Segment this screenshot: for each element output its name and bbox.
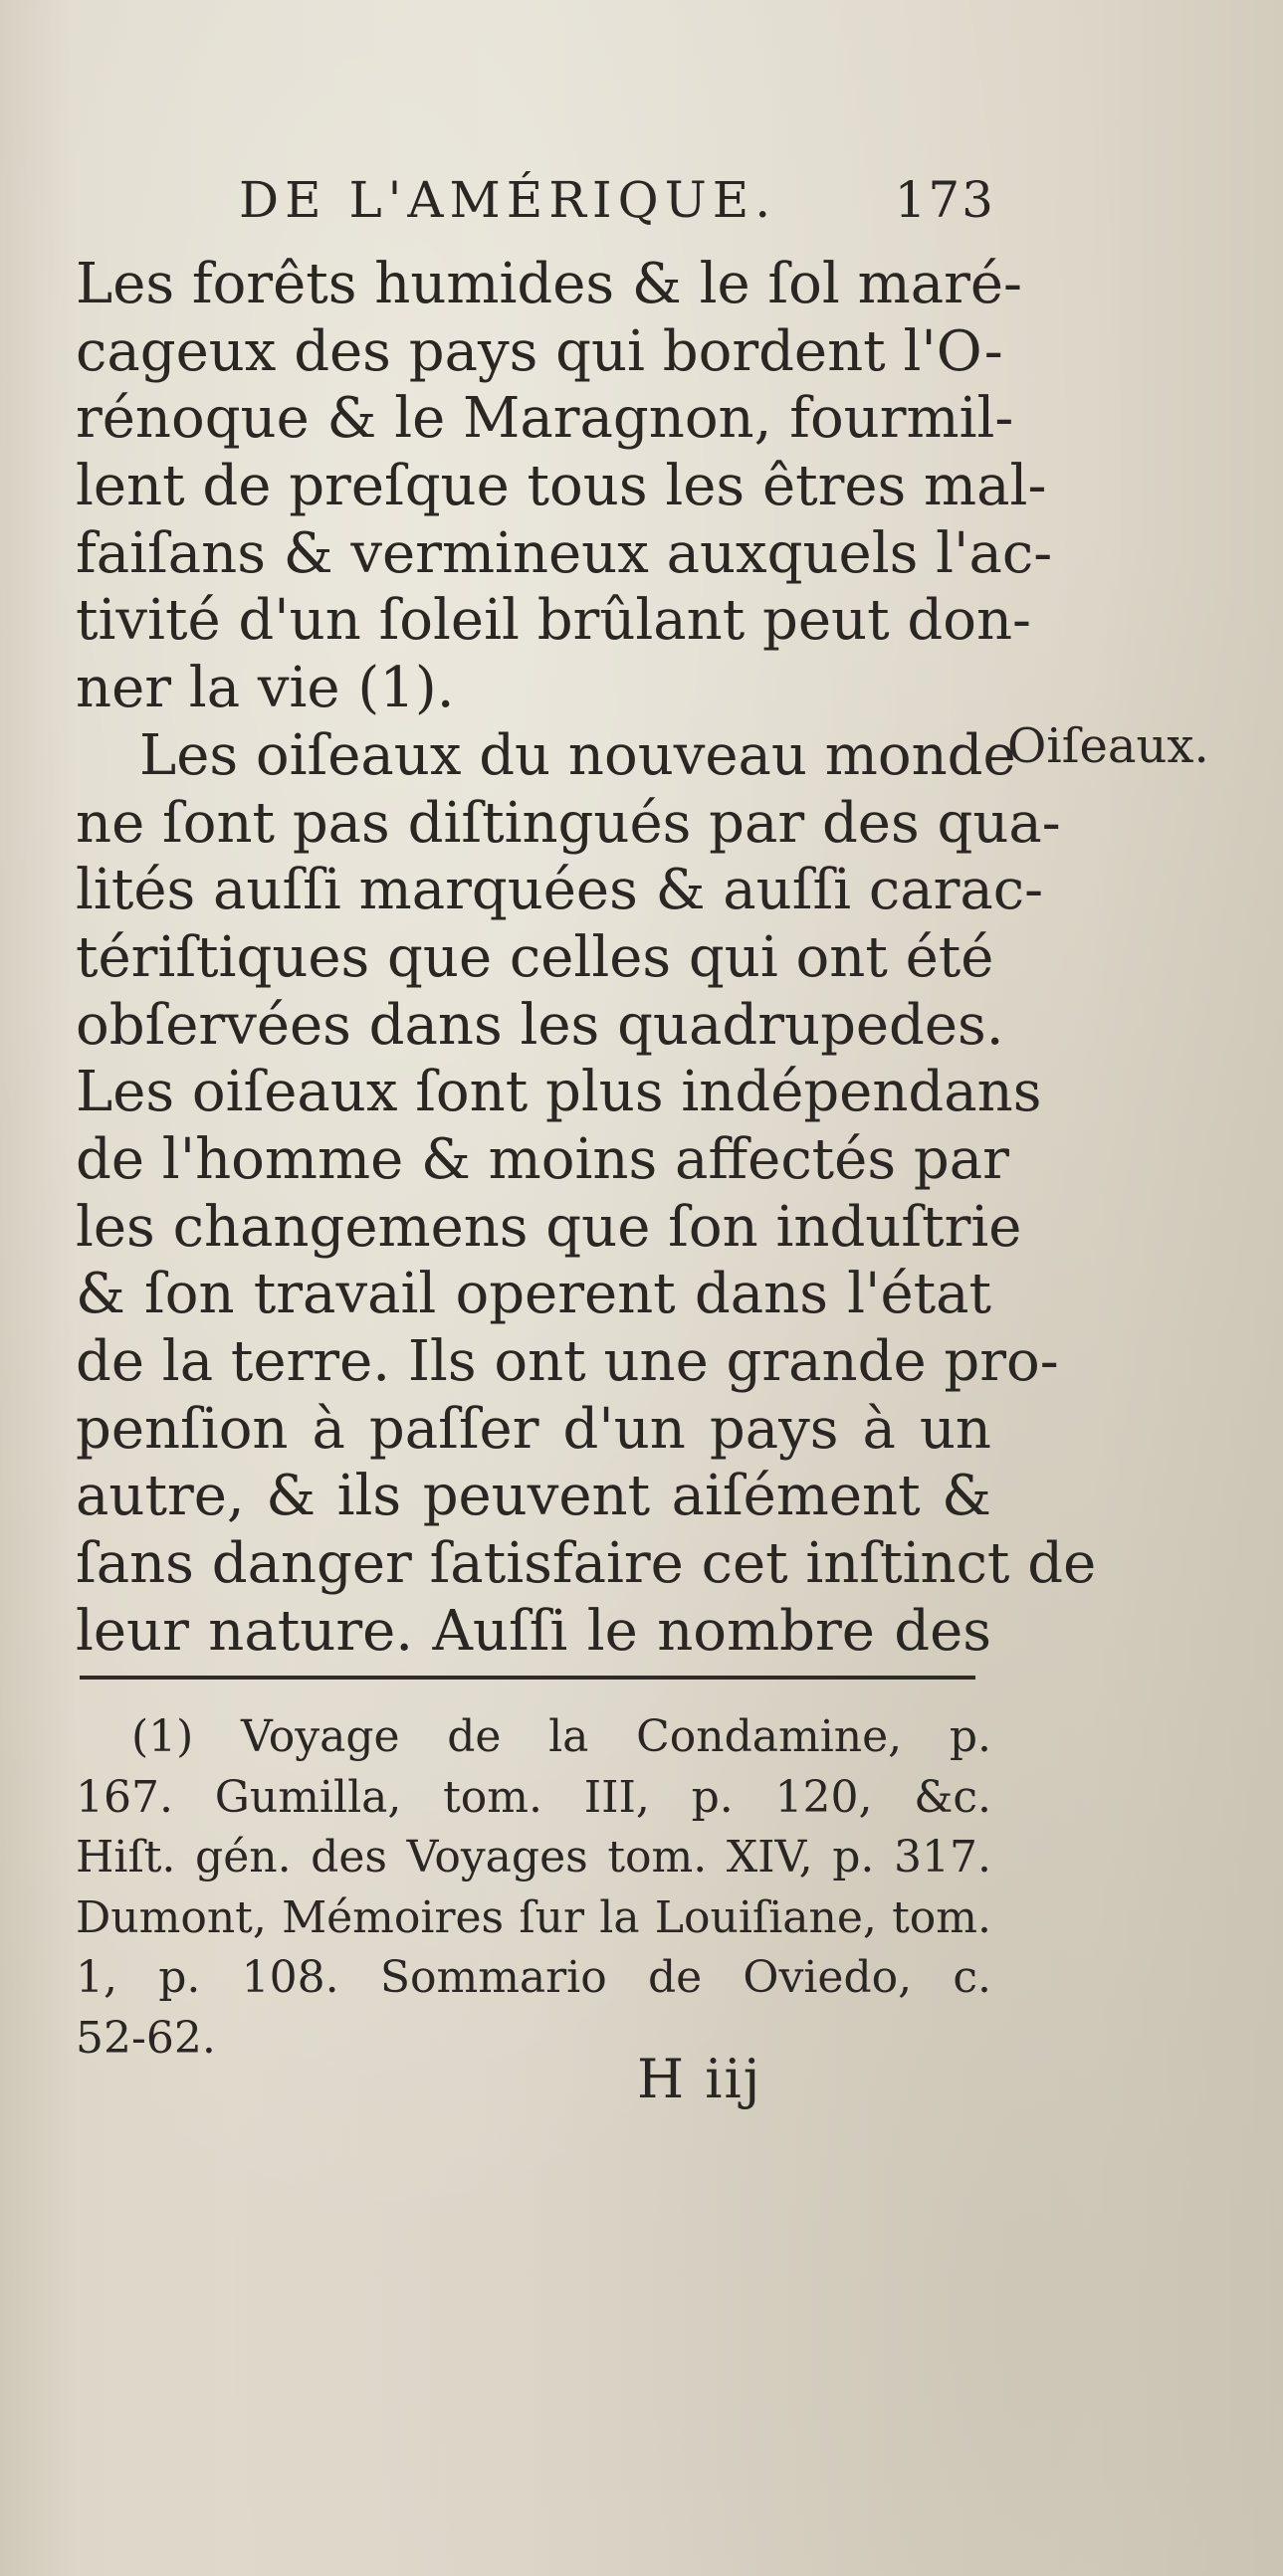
running-head-title: DE L'AMÉRIQUE.	[239, 171, 777, 229]
text-line: obſervées dans les quadrupedes.	[76, 992, 1004, 1058]
footnote-rule	[80, 1676, 975, 1680]
footnote-line: 167. Gumilla, tom. III, p. 120, &c.	[76, 1771, 991, 1823]
text-line: lent de preſque tous les êtres mal-	[76, 454, 1047, 519]
text-line: leur nature. Auſſi le nombre des	[76, 1598, 991, 1664]
text-line: autre, & ils peuvent aiſément &	[76, 1464, 991, 1529]
margin-note: Oiſeaux.	[1007, 718, 1209, 774]
text-line: rénoque & le Maragnon, fourmil-	[76, 386, 1014, 452]
text-line: de la terre. Ils ont une grande pro-	[76, 1329, 1059, 1394]
text-line: tériſtiques que celles qui ont été	[76, 924, 994, 990]
text-line: de l'homme & moins affectés par	[76, 1126, 1009, 1192]
text-line: lités auſſi marquées & auſſi carac-	[76, 858, 1044, 923]
page-number: 173	[894, 171, 995, 229]
text-line: & ſon travail operent dans l'état	[76, 1262, 991, 1327]
footnote-line: Dumont, Mémoires ſur la Louiſiane, tom.	[76, 1891, 991, 1943]
text-line: les changemens que ſon induſtrie	[76, 1194, 1022, 1260]
footnote-line: 52-62.	[76, 2012, 216, 2064]
text-line: ſans danger ſatisfaire cet inſtinct de	[76, 1531, 1097, 1597]
body-text	[76, 251, 1097, 1665]
text-line: tivité d'un ſoleil brûlant peut don-	[76, 588, 1031, 654]
footnote-line: 1, p. 108. Sommario de Oviedo, c.	[76, 1952, 991, 2003]
text-line: Les oiſeaux ſont plus indépendans	[76, 1060, 1042, 1125]
text-line: penſion à paſſer d'un pays à un	[76, 1396, 991, 1462]
text-line: ner la vie (1).	[76, 656, 455, 721]
text-line: ne ſont pas diſtingués par des qua-	[76, 790, 1061, 856]
footnote-line: (1) Voyage de la Condamine, p.	[131, 1711, 991, 1762]
signature-mark: H iij	[637, 2048, 762, 2110]
running-head	[239, 171, 1015, 231]
text-line: Les forêts humides & le ſol maré-	[76, 252, 1022, 316]
text-line: Les oiſeaux du nouveau monde	[139, 722, 1016, 788]
text-line: cageux des pays qui bordent l'O-	[76, 318, 1003, 384]
text-line: faiſans & vermineux auxquels l'ac-	[76, 520, 1053, 586]
footnote-line: Hiſt. gén. des Voyages tom. XIV, p. 317.	[76, 1832, 991, 1882]
footnote	[76, 1707, 991, 2069]
